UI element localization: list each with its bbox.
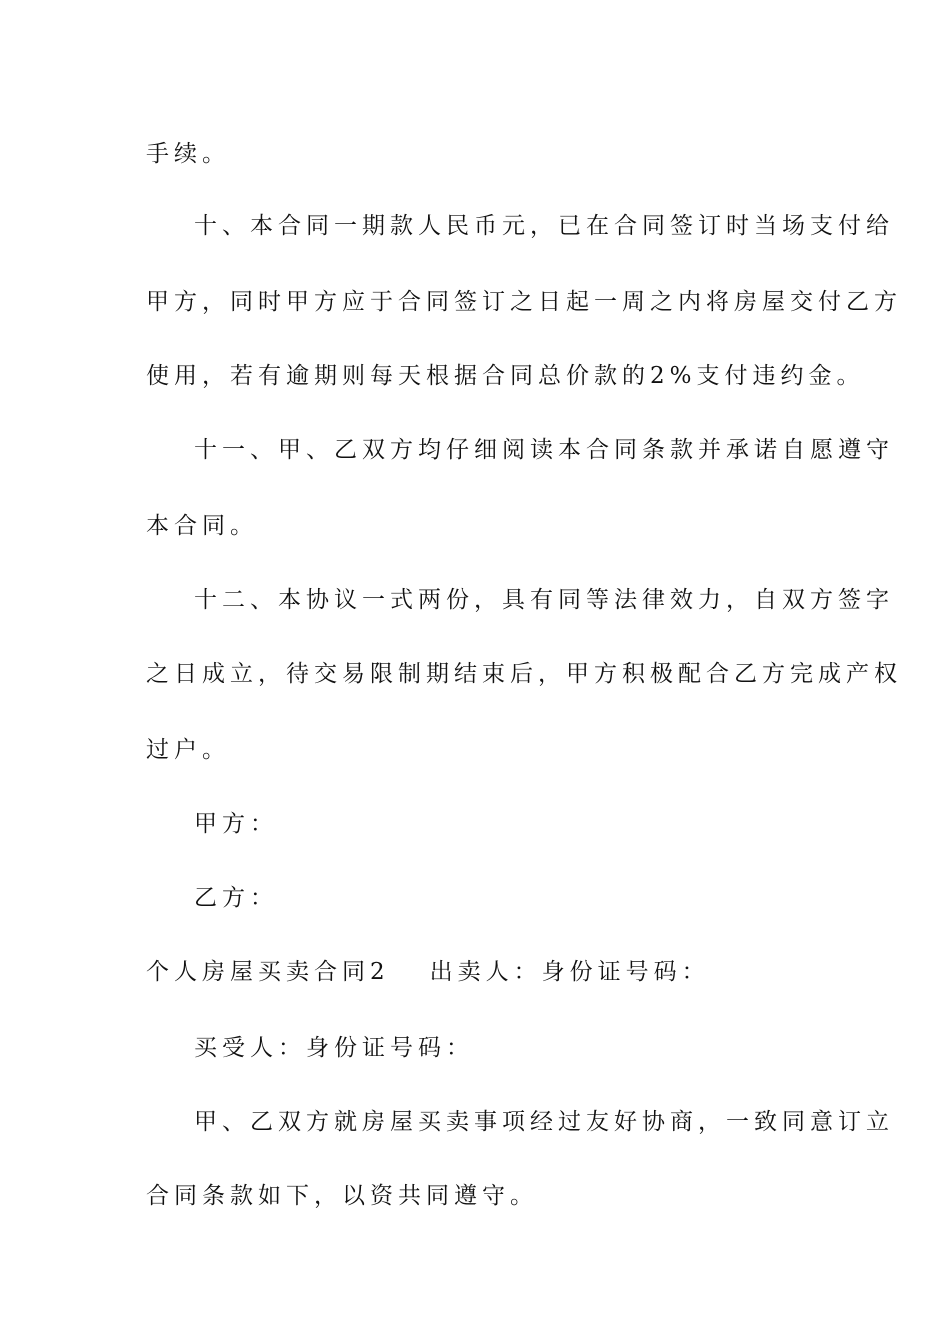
party-b-label: 乙方： bbox=[194, 885, 278, 911]
seller-id-label: 出卖人：身份证号码： bbox=[429, 959, 710, 985]
clause-12-line-1: 十二、本协议一式两份，具有同等法律效力，自双方签字 bbox=[194, 587, 894, 613]
party-a-label: 甲方： bbox=[194, 811, 278, 837]
clause-10-line-3: 使用，若有逾期则每天根据合同总价款的2%支付违约金。 bbox=[146, 363, 865, 389]
buyer-id-label: 买受人：身份证号码： bbox=[194, 1035, 474, 1061]
clause-12-line-3: 过户。 bbox=[146, 737, 230, 763]
paragraph-line: 手续。 bbox=[146, 141, 230, 167]
clause-12-line-2: 之日成立，待交易限制期结束后，甲方积极配合乙方完成产权 bbox=[146, 661, 902, 687]
clause-10-line-2: 甲方，同时甲方应于合同签订之日起一周之内将房屋交付乙方 bbox=[146, 289, 902, 315]
clause-10-line-1: 十、本合同一期款人民币元，已在合同签订时当场支付给 bbox=[194, 213, 894, 239]
contract-title: 个人房屋买卖合同2 bbox=[146, 959, 390, 985]
contract-title-line bbox=[146, 956, 806, 988]
agreement-line-2: 合同条款如下，以资共同遵守。 bbox=[146, 1183, 538, 1209]
clause-11-line-1: 十一、甲、乙双方均仔细阅读本合同条款并承诺自愿遵守 bbox=[194, 437, 894, 463]
clause-11-line-2: 本合同。 bbox=[146, 513, 258, 539]
agreement-line-1: 甲、乙双方就房屋买卖事项经过友好协商，一致同意订立 bbox=[194, 1109, 894, 1135]
